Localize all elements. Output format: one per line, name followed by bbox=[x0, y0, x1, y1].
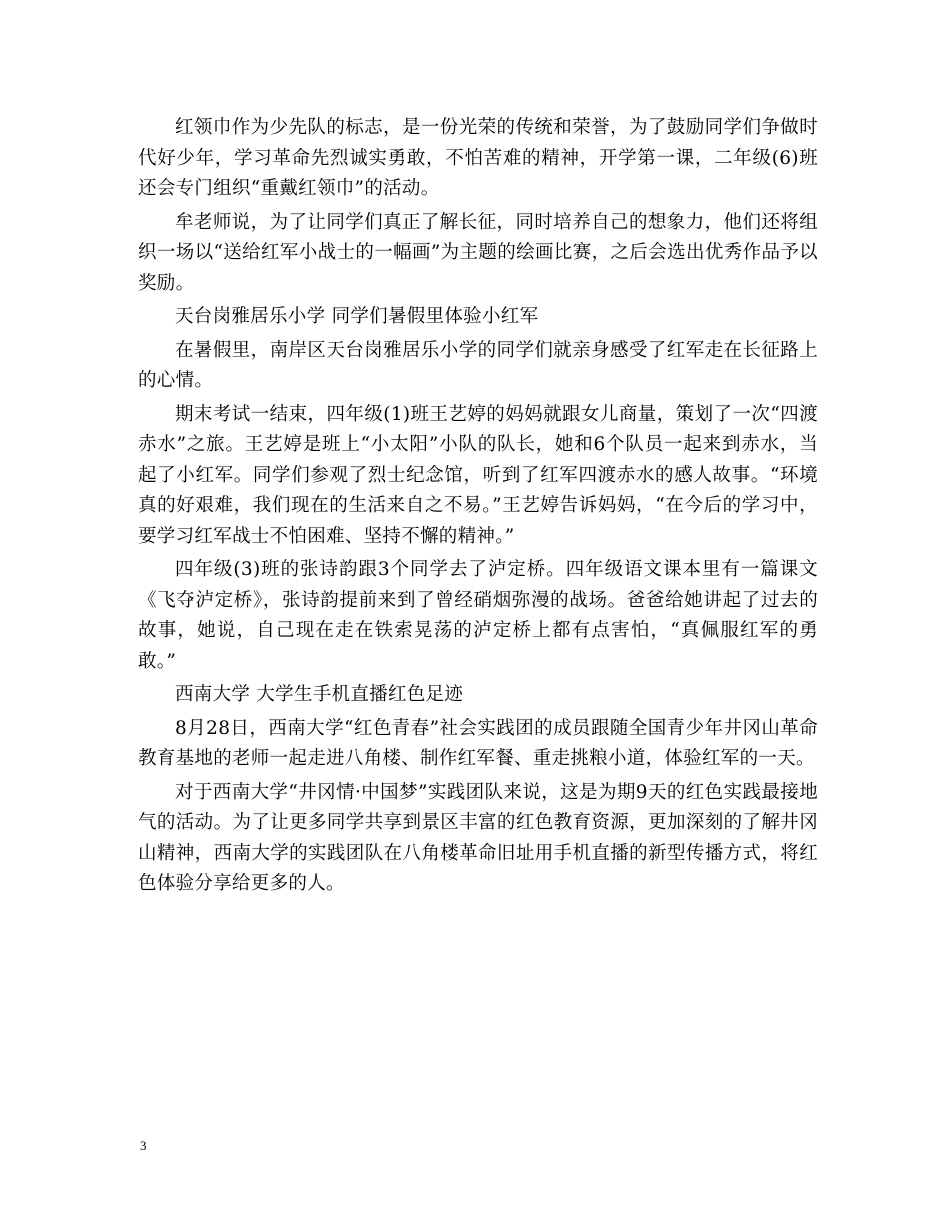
paragraph: 牟老师说，为了让同学们真正了解长征，同时培养自己的想象力，他们还将组织一场以“送给红军小战士的一幅画”为主题的绘画比赛，之后会选出优秀作品予以奖励。 bbox=[138, 211, 818, 294]
section-heading: 天台岗雅居乐小学 同学们暑假里体验小红军 bbox=[175, 306, 539, 327]
section-heading: 西南大学 大学生手机直播红色足迹 bbox=[175, 684, 464, 705]
paragraph: 8月28日，西南大学“红色青春”社会实践团的成员跟随全国青少年井冈山革命教育基地的老师一起走进八角楼、制作红军餐、重走挑粮小道，体验红军的一天。 bbox=[138, 717, 818, 769]
paragraph: 四年级(3)班的张诗韵跟3个同学去了泸定桥。四年级语文课本里有一篇课文《飞夺泸定桥》，张诗韵提前来到了曾经硝烟弥漫的战场。爸爸给她讲起了过去的故事，她说，自己现在走在铁索晃荡的泸定桥上都有点害怕，“真佩服红军的勇敢。” bbox=[138, 559, 818, 672]
page-number: 3 bbox=[140, 1138, 147, 1153]
paragraph: 对于西南大学“井冈情·中国梦”实践团队来说，这是为期9天的红色实践最接地气的活动。为了让更多同学共享到景区丰富的红色教育资源，更加深刻的了解井冈山精神，西南大学的实践团队在八角楼革命旧址用手机直播的新型传播方式，将红色体验分享给更多的人。 bbox=[138, 781, 818, 894]
paragraph: 在暑假里，南岸区天台岗雅居乐小学的同学们就亲身感受了红军走在长征路上的心情。 bbox=[138, 339, 818, 391]
document-body bbox=[138, 113, 818, 900]
paragraph: 期末考试一结束，四年级(1)班王艺婷的妈妈就跟女儿商量，策划了一次“四渡赤水”之旅。王艺婷是班上“小太阳”小队的队长，她和6个队员一起来到赤水，当起了小红军。同学们参观了烈士纪念馆，听到了红军四渡赤水的感人故事。“环境真的好艰难，我们现在的生活来自之不易。”王艺婷告诉妈妈，“在今后的学习中，要学习红军战士不怕困难、坚持不懈的精神。” bbox=[138, 403, 818, 547]
paragraph: 红领巾作为少先队的标志，是一份光荣的传统和荣誉，为了鼓励同学们争做时代好少年，学习革命先烈诚实勇敢，不怕苦难的精神，开学第一课，二年级(6)班还会专门组织“重戴红领巾”的活动。 bbox=[138, 117, 818, 199]
